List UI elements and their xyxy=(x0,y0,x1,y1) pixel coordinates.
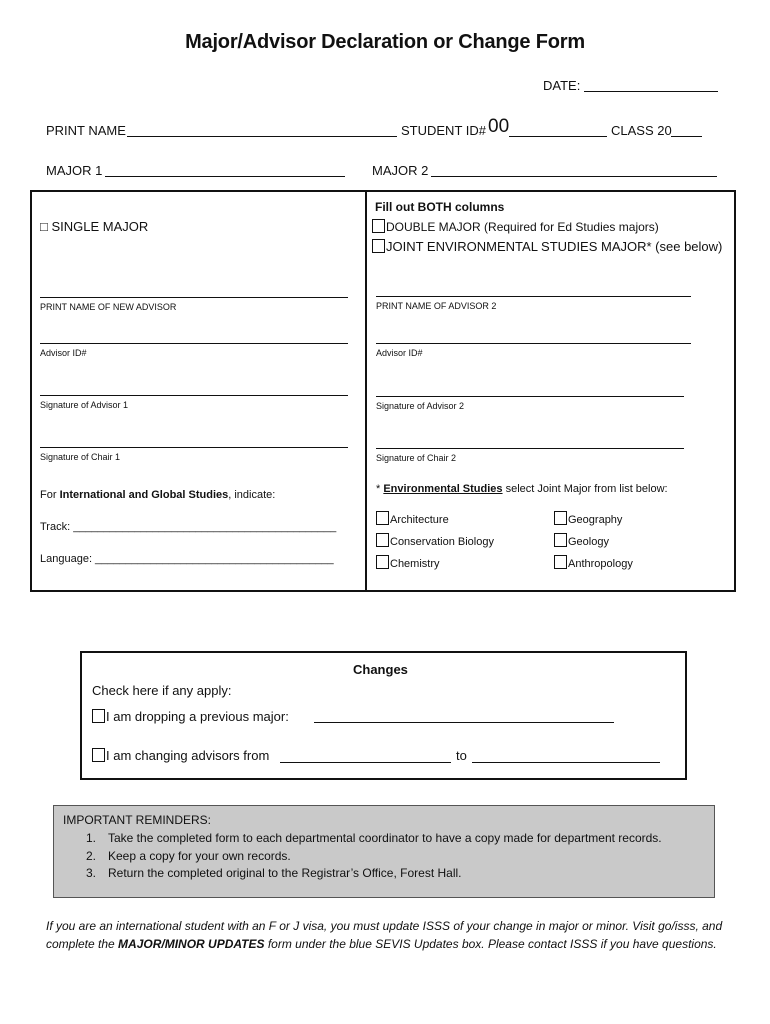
option-geology[interactable] xyxy=(554,533,609,548)
advisor2-id-field[interactable] xyxy=(376,343,691,344)
column-divider xyxy=(365,190,367,592)
dropping-major-checkbox[interactable] xyxy=(92,709,105,723)
new-advisor-name-field[interactable] xyxy=(40,297,348,298)
reminders-list xyxy=(86,830,662,883)
single-major-option[interactable] xyxy=(40,219,148,234)
igs-name: International and Global Studies xyxy=(59,489,229,501)
single-major-label: SINGLE MAJOR xyxy=(51,219,149,234)
option-architecture[interactable] xyxy=(376,511,449,526)
class-year-field[interactable] xyxy=(671,136,702,137)
joint-env-label: JOINT ENVIRONMENTAL STUDIES MAJOR* (see below) xyxy=(386,239,723,254)
option-conservation-biology[interactable] xyxy=(376,533,494,548)
major-minor-updates-form: MAJOR/MINOR UPDATES xyxy=(118,937,265,951)
major1-label: MAJOR 1 xyxy=(46,163,103,178)
geology-checkbox[interactable] xyxy=(554,533,567,547)
student-id-prefix: 00 xyxy=(488,116,510,137)
date-field[interactable] xyxy=(584,91,718,92)
option-chemistry[interactable] xyxy=(376,555,440,570)
env-studies-instruction xyxy=(376,483,668,495)
advisor2-signature-field[interactable] xyxy=(376,396,684,397)
reminder-item: 1. Take the completed form to each departmental coordinator to have a copy made for department records. xyxy=(86,831,662,845)
track-field[interactable]: Track: ___________________________________________ xyxy=(40,521,337,533)
dropping-major-option[interactable] xyxy=(92,709,289,724)
chair1-signature-label: Signature of Chair 1 xyxy=(40,452,121,462)
advisor2-name-field[interactable] xyxy=(376,296,691,297)
anthropology-checkbox[interactable] xyxy=(554,555,567,569)
advisor2-id-label: Advisor ID# xyxy=(376,348,423,358)
option-anthropology[interactable] xyxy=(554,555,633,570)
conservation-biology-checkbox[interactable] xyxy=(376,533,389,547)
option-geography[interactable] xyxy=(554,511,622,526)
changing-advisors-checkbox[interactable] xyxy=(92,748,105,762)
igs-instruction xyxy=(40,489,275,501)
chemistry-checkbox[interactable] xyxy=(376,555,389,569)
geography-label: Geography xyxy=(568,514,623,526)
architecture-checkbox[interactable] xyxy=(376,511,389,525)
major2-field[interactable] xyxy=(431,176,717,177)
anthropology-label: Anthropology xyxy=(568,558,633,570)
joint-env-checkbox[interactable] xyxy=(372,239,385,253)
major1-field[interactable] xyxy=(105,176,345,177)
igs-suffix: , indicate: xyxy=(228,489,276,501)
advisor1-id-field[interactable] xyxy=(40,343,348,344)
check-here-label: Check here if any apply: xyxy=(92,683,232,698)
previous-major-field[interactable] xyxy=(314,722,614,723)
double-major-label: DOUBLE MAJOR xyxy=(386,220,481,234)
geography-checkbox[interactable] xyxy=(554,511,567,525)
double-major-checkbox[interactable] xyxy=(372,219,385,233)
reminders-title: IMPORTANT REMINDERS: xyxy=(63,813,212,827)
changes-title: Changes xyxy=(353,662,408,677)
joint-env-option[interactable] xyxy=(372,239,722,254)
architecture-label: Architecture xyxy=(390,514,449,526)
chair2-signature-label: Signature of Chair 2 xyxy=(376,453,457,463)
igs-prefix: For xyxy=(40,489,57,501)
single-major-checkbox[interactable]: □ xyxy=(40,219,48,234)
dropping-major-label: I am dropping a previous major: xyxy=(106,709,289,724)
advisor1-signature-field[interactable] xyxy=(40,395,348,396)
advisor2-name-label: PRINT NAME OF ADVISOR 2 xyxy=(376,301,497,311)
new-advisor-name-label: PRINT NAME OF NEW ADVISOR xyxy=(40,302,177,312)
new-advisor-field[interactable] xyxy=(472,762,660,763)
double-major-note: (Required for Ed Studies majors) xyxy=(484,220,659,234)
international-student-notice: If you are an international student with an F or J visa, you must update ISSS of your change in major or minor. Visit go/isss, and complete the MAJOR/MINOR UPDATES form under the blue SEVIS Updates box. Please contact ISSS if you have questions. xyxy=(46,919,723,951)
chair2-signature-field[interactable] xyxy=(376,448,684,449)
old-advisor-field[interactable] xyxy=(280,762,451,763)
form-title: Major/Advisor Declaration or Change Form xyxy=(185,31,585,53)
reminder-item: 2. Keep a copy for your own records. xyxy=(86,848,291,863)
class-label: CLASS 20 xyxy=(611,123,672,138)
changing-advisors-label: I am changing advisors from xyxy=(106,748,270,763)
advisor1-id-label: Advisor ID# xyxy=(40,348,87,358)
student-id-label: STUDENT ID# xyxy=(401,123,486,138)
env-select-text: select Joint Major from list below: xyxy=(505,483,668,495)
conservation-biology-label: Conservation Biology xyxy=(390,536,494,548)
advisor2-signature-label: Signature of Advisor 2 xyxy=(376,401,465,411)
env-asterisk: * xyxy=(376,483,381,495)
fill-both-columns-label: Fill out BOTH columns xyxy=(375,200,505,214)
reminder-item: 3. Return the completed original to the Registrar’s Office, Forest Hall. xyxy=(86,866,462,880)
print-name-label: PRINT NAME xyxy=(46,123,126,138)
geology-label: Geology xyxy=(568,536,609,548)
env-studies-label: Environmental Studies xyxy=(383,483,503,495)
to-label: to xyxy=(456,748,467,763)
chair1-signature-field[interactable] xyxy=(40,447,348,448)
major2-label: MAJOR 2 xyxy=(372,163,429,178)
changing-advisors-option[interactable] xyxy=(92,748,269,763)
advisor1-signature-label: Signature of Advisor 1 xyxy=(40,400,129,410)
date-label: DATE: xyxy=(543,78,581,93)
double-major-option[interactable] xyxy=(372,219,659,234)
chemistry-label: Chemistry xyxy=(390,558,440,570)
student-id-field[interactable] xyxy=(509,136,607,137)
important-reminders-box xyxy=(53,805,715,898)
print-name-field[interactable] xyxy=(127,136,397,137)
language-field[interactable]: Language: _______________________________________ xyxy=(40,553,334,565)
